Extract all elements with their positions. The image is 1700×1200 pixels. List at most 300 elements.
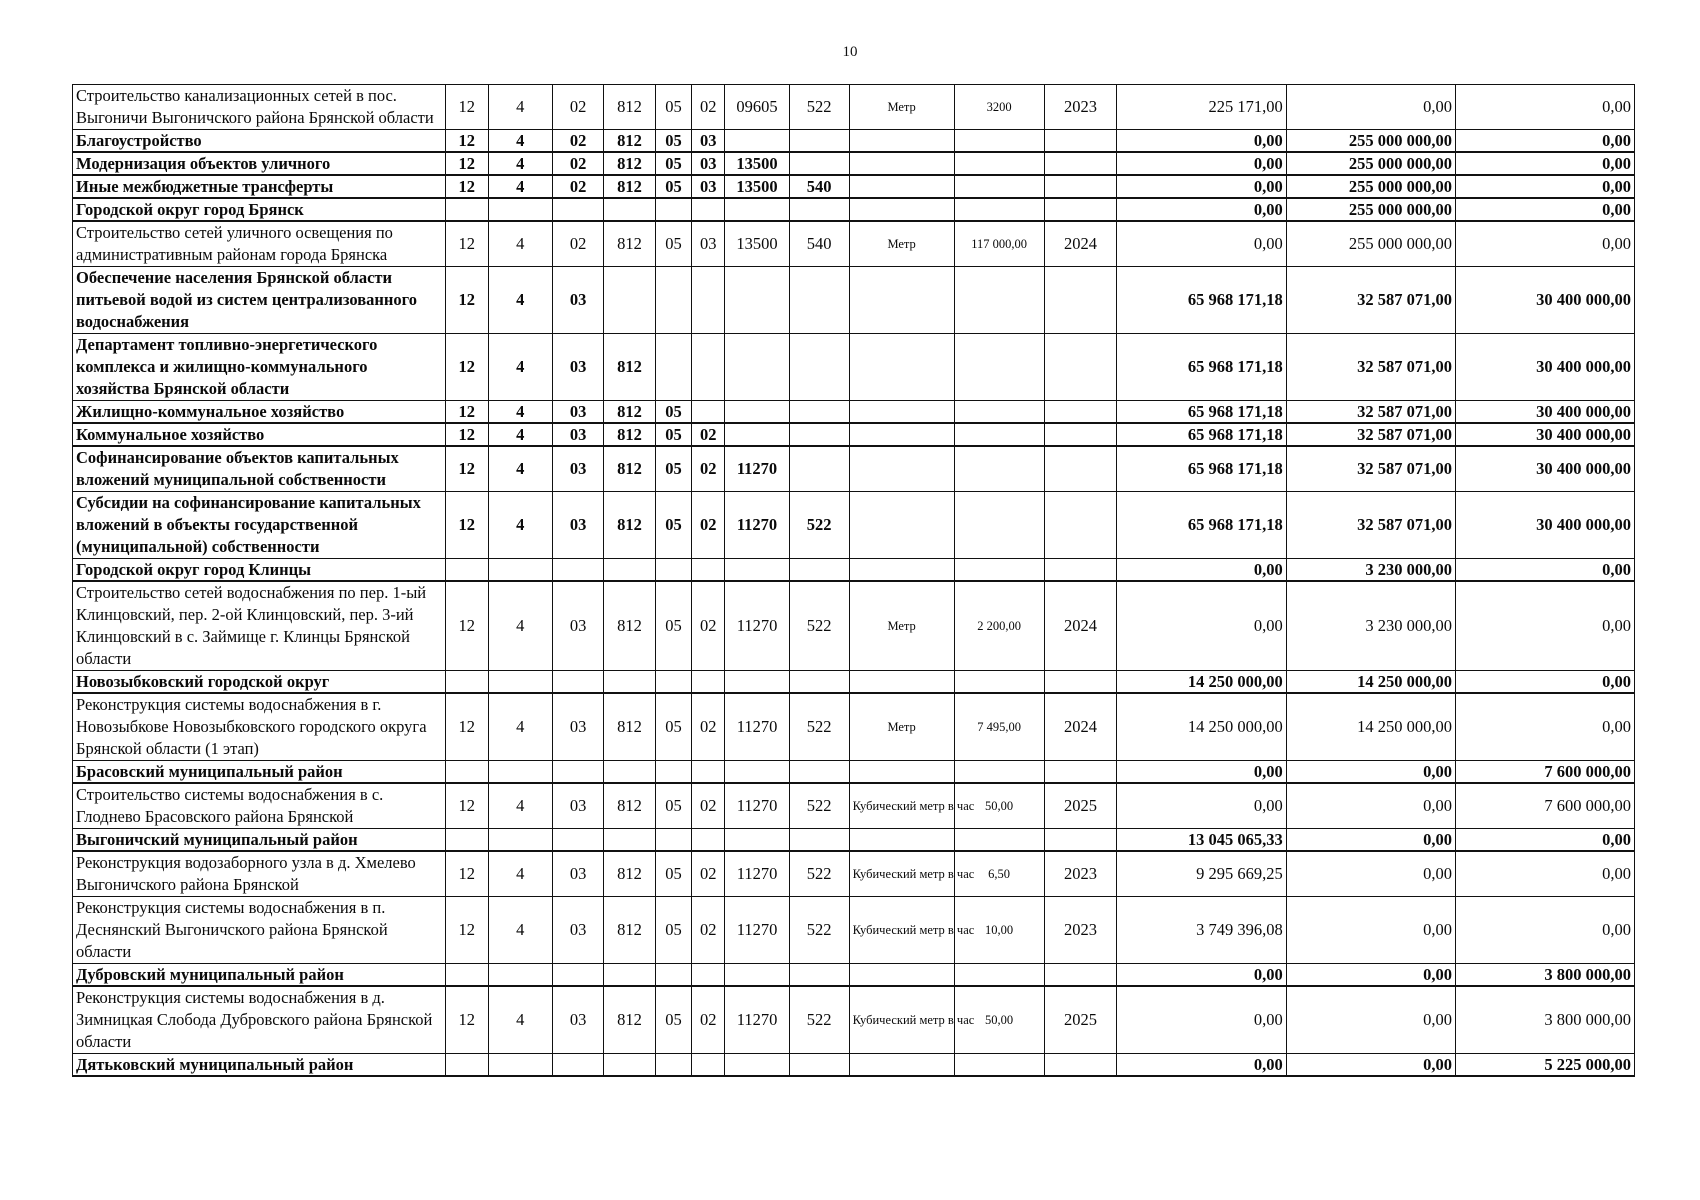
code-2-cell	[488, 964, 552, 987]
amount-3-cell: 0,00	[1455, 671, 1634, 694]
code-1-cell: 12	[445, 334, 488, 401]
code-2-cell	[488, 671, 552, 694]
code-1-cell: 12	[445, 581, 488, 671]
code-3-cell: 03	[552, 851, 603, 897]
capacity-cell: 7 495,00	[954, 693, 1044, 761]
capacity-cell	[954, 152, 1044, 175]
ministry-code-cell: 812	[604, 693, 655, 761]
expense-type-cell	[789, 334, 849, 401]
amount-1-cell: 0,00	[1117, 198, 1286, 221]
section-cell: 05	[655, 152, 691, 175]
name-cell: Выгоничский муниципальный район	[73, 829, 446, 852]
amount-1-cell: 65 968 171,18	[1117, 423, 1286, 446]
code-3-cell	[552, 829, 603, 852]
amount-2-cell: 0,00	[1286, 1054, 1455, 1077]
section-cell	[655, 559, 691, 582]
section-cell: 05	[655, 221, 691, 267]
code-1-cell	[445, 559, 488, 582]
expense-type-cell: 522	[789, 897, 849, 964]
amount-1-cell: 13 045 065,33	[1117, 829, 1286, 852]
code-2-cell: 4	[488, 334, 552, 401]
subsection-cell	[692, 964, 725, 987]
section-cell: 05	[655, 897, 691, 964]
unit-cell	[849, 152, 954, 175]
code-2-cell	[488, 559, 552, 582]
name-cell: Коммунальное хозяйство	[73, 423, 446, 446]
name-cell: Брасовский муниципальный район	[73, 761, 446, 784]
code-3-cell	[552, 198, 603, 221]
year-cell	[1044, 130, 1117, 153]
amount-1-cell: 225 171,00	[1117, 85, 1286, 130]
amount-2-cell: 32 587 071,00	[1286, 446, 1455, 492]
code-3-cell: 03	[552, 423, 603, 446]
capacity-cell	[954, 334, 1044, 401]
year-cell	[1044, 671, 1117, 694]
section-cell	[655, 964, 691, 987]
year-cell	[1044, 559, 1117, 582]
expense-type-cell	[789, 423, 849, 446]
expense-type-cell	[789, 152, 849, 175]
amount-1-cell: 65 968 171,18	[1117, 267, 1286, 334]
amount-1-cell: 0,00	[1117, 1054, 1286, 1077]
capacity-cell	[954, 829, 1044, 852]
expense-type-cell	[789, 964, 849, 987]
table-row	[73, 897, 1635, 964]
table-row	[73, 175, 1635, 198]
subsection-cell: 02	[692, 783, 725, 829]
amount-3-cell: 7 600 000,00	[1455, 783, 1634, 829]
name-cell: Иные межбюджетные трансферты	[73, 175, 446, 198]
expense-type-cell: 522	[789, 851, 849, 897]
year-cell	[1044, 1054, 1117, 1077]
code-2-cell: 4	[488, 492, 552, 559]
code-1-cell: 12	[445, 221, 488, 267]
ministry-code-cell: 812	[604, 401, 655, 424]
name-cell: Благоустройство	[73, 130, 446, 153]
amount-3-cell: 7 600 000,00	[1455, 761, 1634, 784]
name-cell: Модернизация объектов уличного	[73, 152, 446, 175]
code-2-cell: 4	[488, 85, 552, 130]
code-2-cell: 4	[488, 152, 552, 175]
expense-type-cell	[789, 130, 849, 153]
amount-2-cell: 3 230 000,00	[1286, 581, 1455, 671]
code-2-cell	[488, 1054, 552, 1077]
amount-2-cell: 255 000 000,00	[1286, 175, 1455, 198]
code-2-cell: 4	[488, 581, 552, 671]
capacity-cell	[954, 761, 1044, 784]
code-1-cell: 12	[445, 897, 488, 964]
amount-2-cell: 0,00	[1286, 85, 1455, 130]
table-row	[73, 401, 1635, 424]
code-1-cell: 12	[445, 986, 488, 1054]
subsection-cell: 02	[692, 897, 725, 964]
amount-3-cell: 0,00	[1455, 198, 1634, 221]
code-3-cell	[552, 671, 603, 694]
amount-2-cell: 255 000 000,00	[1286, 198, 1455, 221]
amount-2-cell: 0,00	[1286, 783, 1455, 829]
subsection-cell: 02	[692, 85, 725, 130]
table-row	[73, 851, 1635, 897]
subsection-cell	[692, 334, 725, 401]
subsection-cell	[692, 267, 725, 334]
unit-cell	[849, 446, 954, 492]
amount-2-cell: 32 587 071,00	[1286, 267, 1455, 334]
unit-cell	[849, 423, 954, 446]
ministry-code-cell: 812	[604, 446, 655, 492]
table-row	[73, 198, 1635, 221]
ministry-code-cell: 812	[604, 423, 655, 446]
amount-2-cell: 32 587 071,00	[1286, 401, 1455, 424]
year-cell	[1044, 423, 1117, 446]
capacity-cell: 50,00	[954, 986, 1044, 1054]
amount-1-cell: 0,00	[1117, 175, 1286, 198]
code-3-cell: 03	[552, 446, 603, 492]
code-1-cell: 12	[445, 783, 488, 829]
subsection-cell: 02	[692, 851, 725, 897]
unit-cell	[849, 130, 954, 153]
code-1-cell: 12	[445, 130, 488, 153]
section-cell: 05	[655, 401, 691, 424]
table-row	[73, 221, 1635, 267]
section-cell	[655, 1054, 691, 1077]
expense-type-cell: 540	[789, 221, 849, 267]
target-item-cell: 13500	[725, 221, 789, 267]
amount-2-cell: 0,00	[1286, 964, 1455, 987]
target-item-cell	[725, 1054, 789, 1077]
code-3-cell	[552, 964, 603, 987]
code-3-cell: 03	[552, 401, 603, 424]
code-2-cell: 4	[488, 897, 552, 964]
target-item-cell: 11270	[725, 446, 789, 492]
code-1-cell: 12	[445, 152, 488, 175]
capacity-cell	[954, 559, 1044, 582]
table-row	[73, 761, 1635, 784]
code-1-cell: 12	[445, 492, 488, 559]
ministry-code-cell: 812	[604, 175, 655, 198]
subsection-cell	[692, 829, 725, 852]
amount-3-cell: 0,00	[1455, 851, 1634, 897]
ministry-code-cell: 812	[604, 897, 655, 964]
capacity-cell	[954, 1054, 1044, 1077]
code-1-cell	[445, 1054, 488, 1077]
name-cell: Софинансирование объектов капитальных вложений муниципальной собственности	[73, 446, 446, 492]
year-cell: 2023	[1044, 85, 1117, 130]
year-cell	[1044, 401, 1117, 424]
ministry-code-cell: 812	[604, 783, 655, 829]
unit-cell: Метр	[849, 693, 954, 761]
expense-type-cell	[789, 671, 849, 694]
target-item-cell	[725, 423, 789, 446]
ministry-code-cell	[604, 267, 655, 334]
expense-type-cell	[789, 198, 849, 221]
expense-type-cell: 522	[789, 783, 849, 829]
capacity-cell	[954, 401, 1044, 424]
code-3-cell: 03	[552, 986, 603, 1054]
amount-1-cell: 3 749 396,08	[1117, 897, 1286, 964]
section-cell	[655, 198, 691, 221]
table-row	[73, 423, 1635, 446]
code-1-cell: 12	[445, 851, 488, 897]
subsection-cell: 02	[692, 693, 725, 761]
subsection-cell: 03	[692, 221, 725, 267]
expense-type-cell: 522	[789, 492, 849, 559]
subsection-cell	[692, 1054, 725, 1077]
name-cell: Дятьковский муниципальный район	[73, 1054, 446, 1077]
amount-3-cell: 5 225 000,00	[1455, 1054, 1634, 1077]
amount-1-cell: 0,00	[1117, 783, 1286, 829]
subsection-cell: 02	[692, 581, 725, 671]
amount-1-cell: 0,00	[1117, 130, 1286, 153]
name-cell: Строительство канализационных сетей в пос. Выгоничи Выгоничского района Брянской области	[73, 85, 446, 130]
unit-cell	[849, 829, 954, 852]
amount-3-cell: 30 400 000,00	[1455, 446, 1634, 492]
section-cell: 05	[655, 446, 691, 492]
table-row	[73, 559, 1635, 582]
name-cell: Городской округ город Клинцы	[73, 559, 446, 582]
code-2-cell: 4	[488, 693, 552, 761]
ministry-code-cell	[604, 761, 655, 784]
year-cell: 2023	[1044, 897, 1117, 964]
amount-2-cell: 32 587 071,00	[1286, 492, 1455, 559]
table-row	[73, 829, 1635, 852]
code-3-cell	[552, 559, 603, 582]
unit-cell: Кубический метр в час	[849, 986, 954, 1054]
capacity-cell	[954, 175, 1044, 198]
amount-1-cell: 9 295 669,25	[1117, 851, 1286, 897]
ministry-code-cell	[604, 964, 655, 987]
name-cell: Жилищно-коммунальное хозяйство	[73, 401, 446, 424]
target-item-cell	[725, 761, 789, 784]
name-cell: Строительство системы водоснабжения в с. Глоднево Брасовского района Брянской	[73, 783, 446, 829]
subsection-cell: 02	[692, 423, 725, 446]
year-cell: 2023	[1044, 851, 1117, 897]
expense-type-cell	[789, 829, 849, 852]
name-cell: Субсидии на софинансирование капитальных вложений в объекты государственной (муниципальной) собственности	[73, 492, 446, 559]
code-2-cell: 4	[488, 986, 552, 1054]
code-2-cell: 4	[488, 446, 552, 492]
unit-cell: Метр	[849, 85, 954, 130]
unit-cell: Кубический метр в час	[849, 783, 954, 829]
name-cell: Строительство сетей уличного освещения по административным районам города Брянска	[73, 221, 446, 267]
code-1-cell	[445, 829, 488, 852]
name-cell: Реконструкция водозаборного узла в д. Хмелево Выгоничского района Брянской	[73, 851, 446, 897]
amount-2-cell: 0,00	[1286, 986, 1455, 1054]
unit-cell	[849, 761, 954, 784]
target-item-cell	[725, 130, 789, 153]
capacity-cell	[954, 198, 1044, 221]
year-cell	[1044, 198, 1117, 221]
code-2-cell: 4	[488, 130, 552, 153]
code-1-cell: 12	[445, 85, 488, 130]
target-item-cell	[725, 829, 789, 852]
amount-2-cell: 3 230 000,00	[1286, 559, 1455, 582]
amount-1-cell: 0,00	[1117, 152, 1286, 175]
unit-cell: Кубический метр в час	[849, 897, 954, 964]
ministry-code-cell: 812	[604, 986, 655, 1054]
capacity-cell: 2 200,00	[954, 581, 1044, 671]
table-row	[73, 986, 1635, 1054]
section-cell: 05	[655, 581, 691, 671]
target-item-cell: 13500	[725, 175, 789, 198]
target-item-cell	[725, 401, 789, 424]
page-number: 10	[842, 44, 858, 60]
section-cell	[655, 829, 691, 852]
code-3-cell: 02	[552, 152, 603, 175]
code-1-cell: 12	[445, 423, 488, 446]
target-item-cell	[725, 267, 789, 334]
ministry-code-cell: 812	[604, 85, 655, 130]
amount-2-cell: 14 250 000,00	[1286, 671, 1455, 694]
section-cell	[655, 671, 691, 694]
code-1-cell: 12	[445, 175, 488, 198]
amount-3-cell: 0,00	[1455, 581, 1634, 671]
year-cell	[1044, 964, 1117, 987]
capacity-cell	[954, 267, 1044, 334]
target-item-cell	[725, 198, 789, 221]
table-row	[73, 85, 1635, 130]
expense-type-cell	[789, 267, 849, 334]
ministry-code-cell: 812	[604, 152, 655, 175]
year-cell: 2025	[1044, 783, 1117, 829]
amount-2-cell: 0,00	[1286, 851, 1455, 897]
amount-3-cell: 0,00	[1455, 85, 1634, 130]
amount-3-cell: 30 400 000,00	[1455, 423, 1634, 446]
name-cell: Реконструкция системы водоснабжения в г. Новозыбкове Новозыбковского городского округа Брянской области (1 этап)	[73, 693, 446, 761]
unit-cell	[849, 964, 954, 987]
code-1-cell	[445, 761, 488, 784]
table-row	[73, 581, 1635, 671]
section-cell: 05	[655, 492, 691, 559]
code-2-cell: 4	[488, 401, 552, 424]
code-1-cell: 12	[445, 693, 488, 761]
subsection-cell: 02	[692, 446, 725, 492]
capacity-cell	[954, 446, 1044, 492]
table-row	[73, 693, 1635, 761]
subsection-cell	[692, 559, 725, 582]
amount-3-cell: 30 400 000,00	[1455, 267, 1634, 334]
year-cell	[1044, 152, 1117, 175]
subsection-cell	[692, 761, 725, 784]
amount-3-cell: 0,00	[1455, 152, 1634, 175]
section-cell: 05	[655, 986, 691, 1054]
amount-2-cell: 255 000 000,00	[1286, 152, 1455, 175]
year-cell: 2024	[1044, 221, 1117, 267]
amount-2-cell: 14 250 000,00	[1286, 693, 1455, 761]
amount-1-cell: 0,00	[1117, 581, 1286, 671]
expense-type-cell	[789, 446, 849, 492]
target-item-cell: 13500	[725, 152, 789, 175]
ministry-code-cell: 812	[604, 334, 655, 401]
target-item-cell	[725, 671, 789, 694]
amount-3-cell: 0,00	[1455, 559, 1634, 582]
name-cell: Департамент топливно-энергетического комплекса и жилищно-коммунального хозяйства Брянской области	[73, 334, 446, 401]
capacity-cell	[954, 492, 1044, 559]
capacity-cell	[954, 964, 1044, 987]
amount-1-cell: 65 968 171,18	[1117, 334, 1286, 401]
amount-3-cell: 0,00	[1455, 175, 1634, 198]
amount-2-cell: 0,00	[1286, 761, 1455, 784]
unit-cell: Метр	[849, 221, 954, 267]
name-cell: Реконструкция системы водоснабжения в п. Деснянский Выгоничского района Брянской области	[73, 897, 446, 964]
target-item-cell: 11270	[725, 851, 789, 897]
expense-type-cell	[789, 761, 849, 784]
section-cell: 05	[655, 130, 691, 153]
unit-cell	[849, 559, 954, 582]
unit-cell	[849, 334, 954, 401]
target-item-cell: 11270	[725, 492, 789, 559]
capacity-cell	[954, 671, 1044, 694]
expense-type-cell	[789, 1054, 849, 1077]
table-row	[73, 492, 1635, 559]
table-row	[73, 130, 1635, 153]
code-3-cell	[552, 1054, 603, 1077]
target-item-cell	[725, 559, 789, 582]
section-cell: 05	[655, 851, 691, 897]
subsection-cell: 03	[692, 175, 725, 198]
table-row	[73, 964, 1635, 987]
expense-type-cell: 522	[789, 581, 849, 671]
ministry-code-cell: 812	[604, 851, 655, 897]
amount-1-cell: 65 968 171,18	[1117, 492, 1286, 559]
section-cell: 05	[655, 783, 691, 829]
year-cell	[1044, 267, 1117, 334]
amount-2-cell: 0,00	[1286, 829, 1455, 852]
expense-type-cell	[789, 401, 849, 424]
amount-3-cell: 0,00	[1455, 829, 1634, 852]
amount-1-cell: 14 250 000,00	[1117, 671, 1286, 694]
ministry-code-cell: 812	[604, 130, 655, 153]
code-2-cell	[488, 829, 552, 852]
target-item-cell	[725, 964, 789, 987]
target-item-cell: 11270	[725, 986, 789, 1054]
ministry-code-cell: 812	[604, 581, 655, 671]
target-item-cell: 11270	[725, 783, 789, 829]
amount-3-cell: 0,00	[1455, 693, 1634, 761]
amount-1-cell: 0,00	[1117, 986, 1286, 1054]
unit-cell: Кубический метр в час	[849, 851, 954, 897]
year-cell: 2025	[1044, 986, 1117, 1054]
code-3-cell: 02	[552, 130, 603, 153]
amount-3-cell: 3 800 000,00	[1455, 986, 1634, 1054]
table-row	[73, 671, 1635, 694]
amount-3-cell: 0,00	[1455, 897, 1634, 964]
year-cell	[1044, 175, 1117, 198]
amount-1-cell: 65 968 171,18	[1117, 401, 1286, 424]
name-cell: Городской округ город Брянск	[73, 198, 446, 221]
expense-type-cell: 522	[789, 986, 849, 1054]
amount-1-cell: 0,00	[1117, 559, 1286, 582]
capacity-cell	[954, 130, 1044, 153]
section-cell: 05	[655, 693, 691, 761]
code-2-cell: 4	[488, 175, 552, 198]
code-3-cell: 03	[552, 267, 603, 334]
unit-cell	[849, 1054, 954, 1077]
ministry-code-cell	[604, 1054, 655, 1077]
name-cell: Обеспечение населения Брянской области питьевой водой из систем централизованного водоснабжения	[73, 267, 446, 334]
target-item-cell: 11270	[725, 693, 789, 761]
subsection-cell: 02	[692, 492, 725, 559]
code-3-cell: 03	[552, 581, 603, 671]
unit-cell	[849, 401, 954, 424]
unit-cell: Метр	[849, 581, 954, 671]
target-item-cell	[725, 334, 789, 401]
subsection-cell: 02	[692, 986, 725, 1054]
amount-1-cell: 0,00	[1117, 761, 1286, 784]
subsection-cell: 03	[692, 152, 725, 175]
capacity-cell: 6,50	[954, 851, 1044, 897]
code-1-cell	[445, 671, 488, 694]
section-cell	[655, 761, 691, 784]
